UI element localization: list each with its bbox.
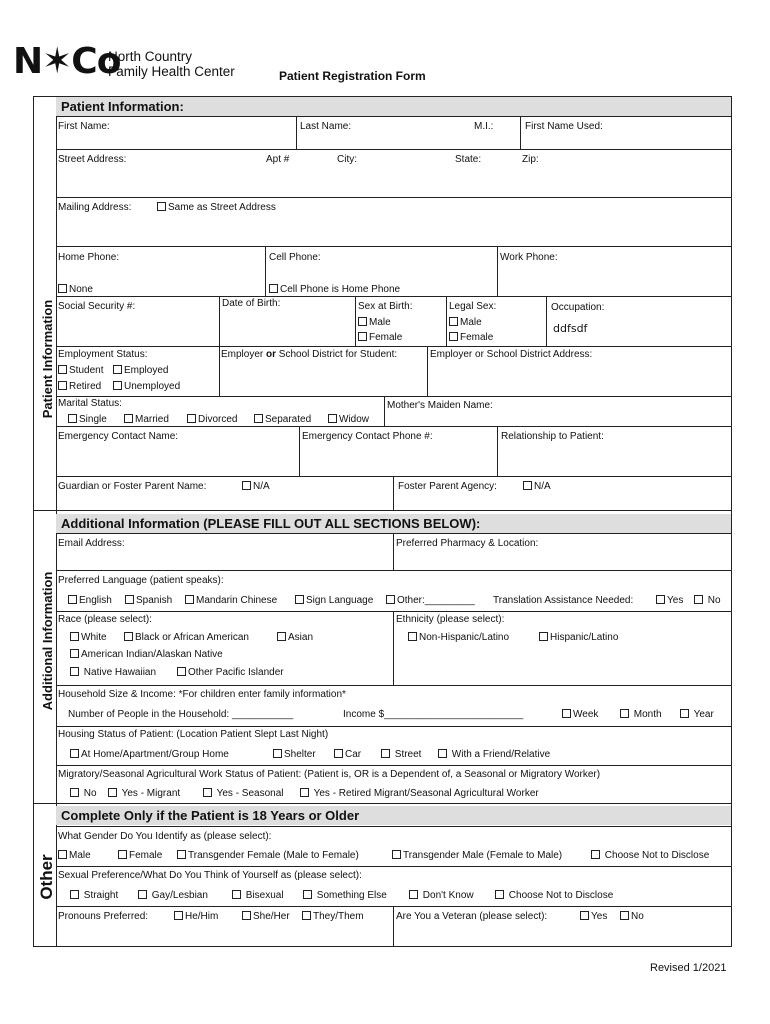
pharmacy-label: Preferred Pharmacy & Location: bbox=[396, 538, 539, 549]
sex-birth-male-checkbox[interactable] bbox=[358, 317, 367, 326]
ssn-label: Social Security #: bbox=[58, 301, 136, 312]
gender-trans-male-option[interactable]: Transgender Male (Female to Male) bbox=[392, 850, 562, 862]
household-label: Household Size & Income: *For children enter family information* bbox=[58, 689, 346, 700]
pronoun-she-checkbox[interactable] bbox=[242, 911, 251, 920]
patient-band-title: Patient Information: bbox=[61, 99, 184, 114]
gender-trans-female-checkbox[interactable] bbox=[177, 850, 186, 859]
language-label: Preferred Language (patient speaks): bbox=[58, 575, 224, 586]
single-checkbox[interactable] bbox=[68, 414, 77, 423]
employer-label: Employer or School District for Student: bbox=[221, 349, 398, 360]
housing-label: Housing Status of Patient: (Location Patient Slept Last Night) bbox=[58, 729, 329, 740]
orientation-not-disclose-checkbox[interactable] bbox=[495, 890, 504, 899]
side-divider-2 bbox=[33, 803, 56, 804]
gender-male-checkbox[interactable] bbox=[58, 850, 67, 859]
pronoun-she-option[interactable]: She/Her bbox=[242, 911, 290, 923]
asian-option[interactable]: Asian bbox=[277, 632, 313, 644]
orientation-not-disclose-option[interactable]: Choose Not to Disclose bbox=[495, 890, 613, 902]
translation-label: Translation Assistance Needed: bbox=[493, 595, 634, 606]
non-hispanic-option[interactable]: Non-Hispanic/Latino bbox=[408, 632, 509, 644]
retired-option[interactable]: Retired bbox=[58, 381, 101, 393]
employment-status-label: Employment Status: bbox=[58, 349, 148, 360]
mig-no-checkbox[interactable] bbox=[70, 788, 79, 797]
housing-street-option[interactable]: Street bbox=[381, 749, 421, 761]
guardian-na-option[interactable]: N/A bbox=[242, 481, 270, 493]
sex-birth-male-option[interactable]: Male bbox=[358, 317, 391, 329]
dont-know-option[interactable]: Don't Know bbox=[409, 890, 474, 902]
mailing-address-label: Mailing Address: bbox=[58, 202, 132, 213]
mandarin-checkbox[interactable] bbox=[185, 595, 194, 604]
gender-female-option[interactable]: Female bbox=[118, 850, 162, 862]
last-name-label: Last Name: bbox=[300, 121, 352, 132]
side-label-additional: Additional Information bbox=[40, 571, 55, 711]
student-checkbox[interactable] bbox=[58, 365, 67, 374]
cell-is-home-option[interactable]: Cell Phone is Home Phone bbox=[269, 284, 400, 296]
hawaiian-option[interactable]: Native Hawaiian bbox=[70, 667, 156, 679]
occupation-label: Occupation: bbox=[551, 302, 605, 313]
street-address-label: Street Address: bbox=[58, 154, 127, 165]
none-checkbox[interactable] bbox=[58, 284, 67, 293]
housing-car-checkbox[interactable] bbox=[334, 749, 343, 758]
ethnicity-label: Ethnicity (please select): bbox=[396, 614, 505, 625]
single-option[interactable]: Single bbox=[68, 414, 107, 426]
other-language-checkbox[interactable] bbox=[386, 595, 395, 604]
something-else-checkbox[interactable] bbox=[303, 890, 312, 899]
mig-migrant-checkbox[interactable] bbox=[108, 788, 117, 797]
pronoun-he-option[interactable]: He/Him bbox=[174, 911, 218, 923]
housing-home-option[interactable]: At Home/Apartment/Group Home bbox=[70, 749, 229, 761]
city-label: City: bbox=[337, 154, 357, 165]
emergency-name-label: Emergency Contact Name: bbox=[58, 431, 179, 442]
year-option[interactable]: Year bbox=[680, 709, 714, 721]
employed-checkbox[interactable] bbox=[113, 365, 122, 374]
state-label: State: bbox=[455, 154, 482, 165]
none-option[interactable]: None bbox=[58, 284, 93, 296]
widow-checkbox[interactable] bbox=[328, 414, 337, 423]
sex-at-birth-label: Sex at Birth: bbox=[358, 301, 413, 312]
spanish-checkbox[interactable] bbox=[125, 595, 134, 604]
guardian-na-checkbox[interactable] bbox=[242, 481, 251, 490]
gender-question: What Gender Do You Identify as (please select): bbox=[58, 831, 272, 842]
sex-birth-female-checkbox[interactable] bbox=[358, 332, 367, 341]
gay-checkbox[interactable] bbox=[138, 890, 147, 899]
legal-sex-label: Legal Sex: bbox=[449, 301, 497, 312]
pronouns-label: Pronouns Preferred: bbox=[58, 911, 149, 922]
separated-checkbox[interactable] bbox=[254, 414, 263, 423]
mig-migrant-option[interactable]: Yes - Migrant bbox=[108, 788, 180, 800]
form-title: Patient Registration Form bbox=[279, 69, 426, 83]
sex-birth-female-option[interactable]: Female bbox=[358, 332, 402, 344]
cell-phone-label: Cell Phone: bbox=[269, 252, 321, 263]
housing-friend-option[interactable]: With a Friend/Relative bbox=[438, 749, 550, 761]
black-option[interactable]: Black or African American bbox=[124, 632, 249, 644]
unemployed-option[interactable]: Unemployed bbox=[113, 381, 180, 393]
black-checkbox[interactable] bbox=[124, 632, 133, 641]
month-checkbox[interactable] bbox=[620, 709, 629, 718]
unemployed-checkbox[interactable] bbox=[113, 381, 122, 390]
straight-checkbox[interactable] bbox=[70, 890, 79, 899]
pronoun-they-checkbox[interactable] bbox=[302, 911, 311, 920]
housing-shelter-checkbox[interactable] bbox=[273, 749, 282, 758]
income-label: Income $_________________________ bbox=[343, 709, 524, 720]
housing-home-checkbox[interactable] bbox=[70, 749, 79, 758]
apt-label: Apt # bbox=[266, 154, 290, 165]
widow-option[interactable]: Widow bbox=[328, 414, 369, 426]
zip-label: Zip: bbox=[522, 154, 539, 165]
gay-option[interactable]: Gay/Lesbian bbox=[138, 890, 208, 902]
gender-male-option[interactable]: Male bbox=[58, 850, 91, 862]
same-as-street-option[interactable]: Same as Street Address bbox=[157, 202, 276, 214]
logo-line-2: Family Health Center bbox=[108, 64, 235, 79]
work-phone-label: Work Phone: bbox=[500, 252, 558, 263]
foster-na-checkbox[interactable] bbox=[523, 481, 532, 490]
veteran-no-option[interactable]: No bbox=[620, 911, 644, 923]
mig-retired-checkbox[interactable] bbox=[300, 788, 309, 797]
spanish-option[interactable]: Spanish bbox=[125, 595, 172, 607]
additional-band-title: Additional Information (PLEASE FILL OUT ALL SECTIONS BELOW): bbox=[61, 516, 481, 531]
gender-not-disclose-option[interactable]: Choose Not to Disclose bbox=[591, 850, 709, 862]
english-checkbox[interactable] bbox=[68, 595, 77, 604]
married-option[interactable]: Married bbox=[124, 414, 169, 426]
race-label: Race (please select): bbox=[58, 614, 152, 625]
native-american-checkbox[interactable] bbox=[70, 649, 79, 658]
relationship-label: Relationship to Patient: bbox=[501, 431, 604, 442]
translation-no-checkbox[interactable] bbox=[694, 595, 703, 604]
logo-line-1: North Country bbox=[108, 49, 193, 64]
housing-street-checkbox[interactable] bbox=[381, 749, 390, 758]
employer-address-label: Employer or School District Address: bbox=[430, 349, 593, 360]
first-name-used-label: First Name Used: bbox=[525, 121, 603, 132]
month-option[interactable]: Month bbox=[620, 709, 662, 721]
num-people-label: Number of People in the Household: ___________ bbox=[68, 709, 294, 720]
housing-shelter-option[interactable]: Shelter bbox=[273, 749, 316, 761]
mig-no-option[interactable]: No bbox=[70, 788, 97, 800]
translation-yes-option[interactable]: Yes bbox=[656, 595, 683, 607]
legal-male-option[interactable]: Male bbox=[449, 317, 482, 329]
married-checkbox[interactable] bbox=[124, 414, 133, 423]
migratory-label: Migratory/Seasonal Agricultural Work Status of Patient: (Patient is, OR is a Dependent of, a Seasonal or Migratory Worker) bbox=[58, 769, 601, 780]
pacific-option[interactable]: Other Pacific Islander bbox=[177, 667, 284, 679]
gender-trans-female-option[interactable]: Transgender Female (Male to Female) bbox=[177, 850, 359, 862]
mig-seasonal-option[interactable]: Yes - Seasonal bbox=[203, 788, 284, 800]
dob-label: Date of Birth: bbox=[222, 298, 281, 309]
mothers-maiden-label: Mother's Maiden Name: bbox=[387, 400, 493, 411]
hispanic-option[interactable]: Hispanic/Latino bbox=[539, 632, 618, 644]
mig-seasonal-checkbox[interactable] bbox=[203, 788, 212, 797]
pacific-checkbox[interactable] bbox=[177, 667, 186, 676]
hawaiian-checkbox[interactable] bbox=[70, 667, 79, 676]
retired-checkbox[interactable] bbox=[58, 381, 67, 390]
translation-no-option[interactable]: No bbox=[694, 595, 721, 607]
separated-option[interactable]: Separated bbox=[254, 414, 311, 426]
white-option[interactable]: White bbox=[70, 632, 107, 644]
cell-is-home-checkbox[interactable] bbox=[269, 284, 278, 293]
mi-label: M.I.: bbox=[474, 121, 494, 132]
student-option[interactable]: Student bbox=[58, 365, 103, 377]
sign-language-checkbox[interactable] bbox=[295, 595, 304, 604]
side-label-other: Other bbox=[37, 854, 56, 900]
hispanic-checkbox[interactable] bbox=[539, 632, 548, 641]
something-else-option[interactable]: Something Else bbox=[303, 890, 387, 902]
dont-know-checkbox[interactable] bbox=[409, 890, 418, 899]
veteran-no-checkbox[interactable] bbox=[620, 911, 629, 920]
emergency-phone-label: Emergency Contact Phone #: bbox=[302, 431, 433, 442]
pronoun-he-checkbox[interactable] bbox=[174, 911, 183, 920]
veteran-yes-checkbox[interactable] bbox=[580, 911, 589, 920]
guardian-label: Guardian or Foster Parent Name: bbox=[58, 481, 207, 492]
legal-female-checkbox[interactable] bbox=[449, 332, 458, 341]
bisexual-option[interactable]: Bisexual bbox=[232, 890, 284, 902]
gender-trans-male-checkbox[interactable] bbox=[392, 850, 401, 859]
english-option[interactable]: English bbox=[68, 595, 112, 607]
year-checkbox[interactable] bbox=[680, 709, 689, 718]
asian-checkbox[interactable] bbox=[277, 632, 286, 641]
occupation-value[interactable]: ddfsdf bbox=[553, 322, 588, 335]
mig-retired-option[interactable]: Yes - Retired Migrant/Seasonal Agricultural Worker bbox=[300, 788, 539, 800]
divorced-option[interactable]: Divorced bbox=[187, 414, 237, 426]
side-divider-1 bbox=[33, 510, 56, 511]
pronoun-they-option[interactable]: They/Them bbox=[302, 911, 364, 923]
mandarin-option[interactable]: Mandarin Chinese bbox=[185, 595, 277, 607]
legal-female-option[interactable]: Female bbox=[449, 332, 493, 344]
revised-date: Revised 1/2021 bbox=[650, 962, 727, 974]
marital-status-label: Marital Status: bbox=[58, 398, 122, 409]
same-as-street-checkbox[interactable] bbox=[157, 202, 166, 211]
divorced-checkbox[interactable] bbox=[187, 414, 196, 423]
veteran-yes-option[interactable]: Yes bbox=[580, 911, 607, 923]
legal-male-checkbox[interactable] bbox=[449, 317, 458, 326]
employed-option[interactable]: Employed bbox=[113, 365, 168, 377]
sign-language-option[interactable]: Sign Language bbox=[295, 595, 373, 607]
other-band-title: Complete Only if the Patient is 18 Years or Older bbox=[61, 808, 360, 823]
gender-female-checkbox[interactable] bbox=[118, 850, 127, 859]
veteran-label: Are You a Veteran (please select): bbox=[396, 911, 548, 922]
housing-friend-checkbox[interactable] bbox=[438, 749, 447, 758]
other-language-option[interactable]: Other:_________ bbox=[386, 595, 475, 607]
housing-car-option[interactable]: Car bbox=[334, 749, 361, 761]
straight-option[interactable]: Straight bbox=[70, 890, 118, 902]
native-american-option[interactable]: American Indian/Alaskan Native bbox=[70, 649, 223, 661]
gender-not-disclose-checkbox[interactable] bbox=[591, 850, 600, 859]
translation-yes-checkbox[interactable] bbox=[656, 595, 665, 604]
non-hispanic-checkbox[interactable] bbox=[408, 632, 417, 641]
foster-agency-label: Foster Parent Agency: bbox=[398, 481, 497, 492]
week-option[interactable]: Week bbox=[562, 709, 598, 721]
week-checkbox[interactable] bbox=[562, 709, 571, 718]
foster-na-option[interactable]: N/A bbox=[523, 481, 551, 493]
home-phone-label: Home Phone: bbox=[58, 252, 120, 263]
orientation-question: Sexual Preference/What Do You Think of Yourself as (please select): bbox=[58, 870, 362, 881]
first-name-label: First Name: bbox=[58, 121, 110, 132]
white-checkbox[interactable] bbox=[70, 632, 79, 641]
logo-mark: N✶Co bbox=[13, 41, 121, 82]
email-label: Email Address: bbox=[58, 538, 125, 549]
bisexual-checkbox[interactable] bbox=[232, 890, 241, 899]
side-label-patient: Patient Information bbox=[40, 299, 55, 419]
